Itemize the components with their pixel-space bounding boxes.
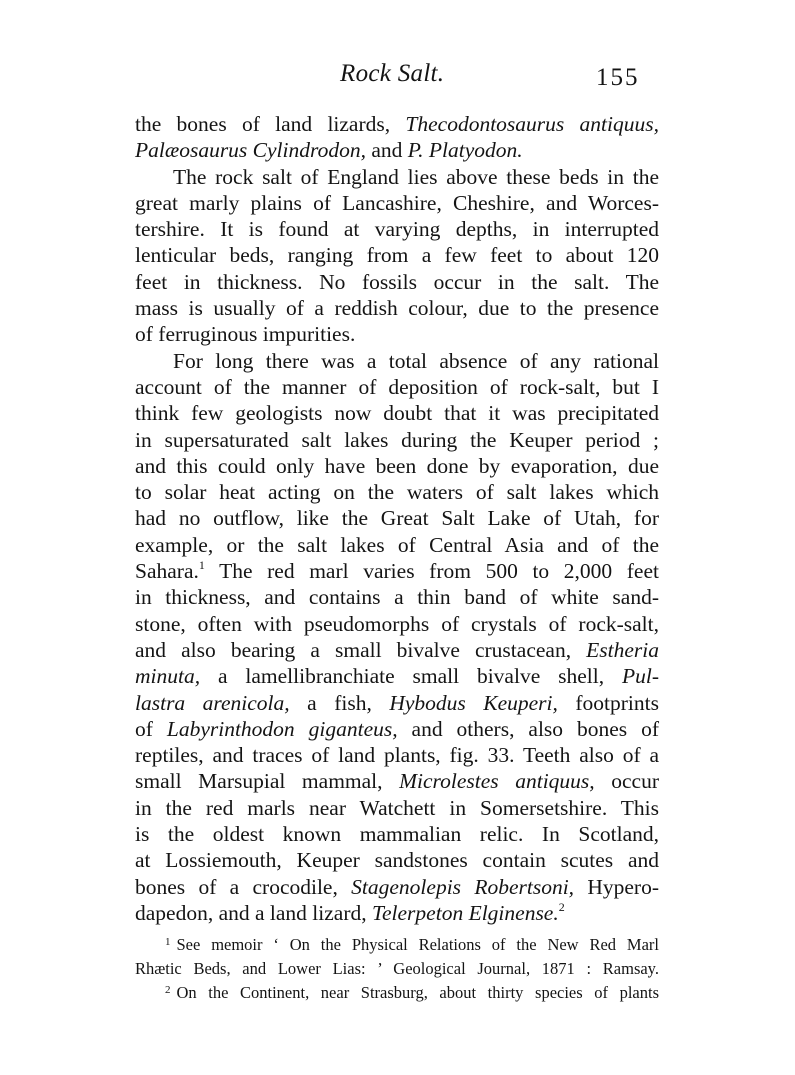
paragraph-continuation [135, 111, 659, 164]
footnote-mark: 2 [165, 984, 171, 996]
species-name: Palæosaurus Cylindrodon, [135, 138, 366, 163]
text-run: Hypero- [574, 874, 659, 899]
text-line: tershire. It is found at varying depths, in interrupted [135, 217, 659, 242]
species-name: P. Platyodon. [407, 138, 523, 163]
running-head [0, 60, 795, 100]
text-line: is the oldest known mammalian relic. In Scotland, [135, 822, 659, 847]
footnote-mark: 1 [165, 936, 171, 948]
species-name: Labyrinthodon giganteus, [166, 716, 398, 741]
text-line: reptiles, and traces of land plants, fig. 33. Teeth also of a [135, 743, 659, 768]
text-line: feet in thickness. No fossils occur in the salt. The [135, 269, 659, 294]
text-line [135, 768, 659, 794]
text-line [135, 137, 659, 163]
text-line: For long there was a total absence of any rational [173, 348, 659, 373]
species-name: Estheria [586, 637, 659, 662]
paragraph-rock-salt-england [135, 164, 659, 348]
text-line: to solar heat acting on the waters of salt lakes which [135, 480, 659, 505]
text-line: in supersaturated salt lakes during the Keuper period ; [135, 427, 659, 452]
text-line: had no outflow, like the Great Salt Lake of Utah, for [135, 506, 659, 531]
text-line [135, 874, 659, 900]
text-line: example, or the salt lakes of Central Asia and of the [135, 532, 659, 557]
footnote-line [135, 981, 659, 1005]
text-line: account of the manner of deposition of rock-salt, but I [135, 374, 659, 399]
page-number: 155 [596, 64, 640, 91]
text-run: bones of a crocodile, [135, 874, 352, 899]
text-line: stone, often with pseudomorphs of crystals of rock-salt, [135, 611, 659, 636]
text-run: The red marl varies from 500 to 2,000 feet [204, 559, 659, 584]
text-line: of ferruginous impurities. [135, 322, 356, 347]
text-run: of [135, 716, 167, 741]
text-line: great marly plains of Lancashire, Cheshire, and Worces- [135, 190, 659, 215]
footnote-reference-2[interactable]: 2 [558, 899, 565, 914]
text-run: See memoir ‘ On the Physical Relations of the New Red Marl [176, 935, 659, 954]
text-line [135, 690, 659, 716]
text-line [135, 716, 659, 742]
running-head-title: Rock Salt. [340, 60, 445, 87]
species-name: lastra arenicola, [135, 690, 290, 715]
footnote-line [135, 933, 659, 957]
text-line: mass is usually of a reddish colour, due to the presence [135, 296, 659, 321]
footnotes [135, 933, 659, 1005]
text-line: lenticular beds, ranging from a few feet to about 120 [135, 243, 659, 268]
text-run: footprints [557, 690, 659, 715]
text-run: the bones of land lizards, [135, 112, 406, 136]
species-name: Microlestes antiquus, [399, 769, 595, 794]
text-line: think few geologists now doubt that it was precipitated [135, 401, 659, 426]
footnote-line: Rhætic Beds, and Lower Lias: ’ Geological Journal, 1871 : Ramsay. [135, 959, 659, 978]
text-line [135, 663, 659, 689]
text-run: and also bearing a small bivalve crustacean, [135, 637, 587, 662]
text-line: in the red marls near Watchett in Somersetshire. This [135, 795, 659, 820]
paragraph-deposition [135, 348, 659, 927]
footnote-2 [135, 981, 659, 1005]
text-line [135, 111, 659, 137]
species-name: Hybodus Keuperi, [389, 690, 558, 715]
text-run: Sahara. [135, 559, 199, 584]
text-run: a fish, [289, 690, 390, 715]
text-line: and this could only have been done by evaporation, due [135, 453, 659, 478]
body-text [135, 111, 659, 926]
text-line [135, 558, 659, 584]
species-name: minuta, [135, 664, 201, 689]
species-name: Stagenolepis Robertsoni, [351, 874, 575, 899]
text-line [135, 637, 659, 663]
text-run: small Marsupial mammal, [135, 769, 400, 794]
species-name: Thecodontosaurus antiquus, [405, 112, 659, 136]
text-run: and others, also bones of [397, 716, 659, 741]
text-line: at Lossiemouth, Keuper sandstones contain scutes and [135, 848, 659, 873]
footnote-1 [135, 933, 659, 981]
text-run: and [365, 138, 408, 163]
footnote-reference-1[interactable]: 1 [198, 558, 205, 573]
text-run: On the Continent, near Strasburg, about thirty species of plants [176, 983, 659, 1002]
species-name: Pul- [621, 664, 659, 689]
species-name: Telerpeton Elginense. [372, 900, 559, 925]
text-run: a lamellibranchiate small bivalve shell, [200, 664, 622, 689]
text-line [135, 900, 659, 926]
text-line: The rock salt of England lies above these beds in the [173, 164, 659, 189]
text-line: in thickness, and contains a thin band of white sand- [135, 585, 659, 610]
text-run: dapedon, and a land lizard, [135, 900, 373, 925]
text-run: occur [594, 769, 660, 794]
